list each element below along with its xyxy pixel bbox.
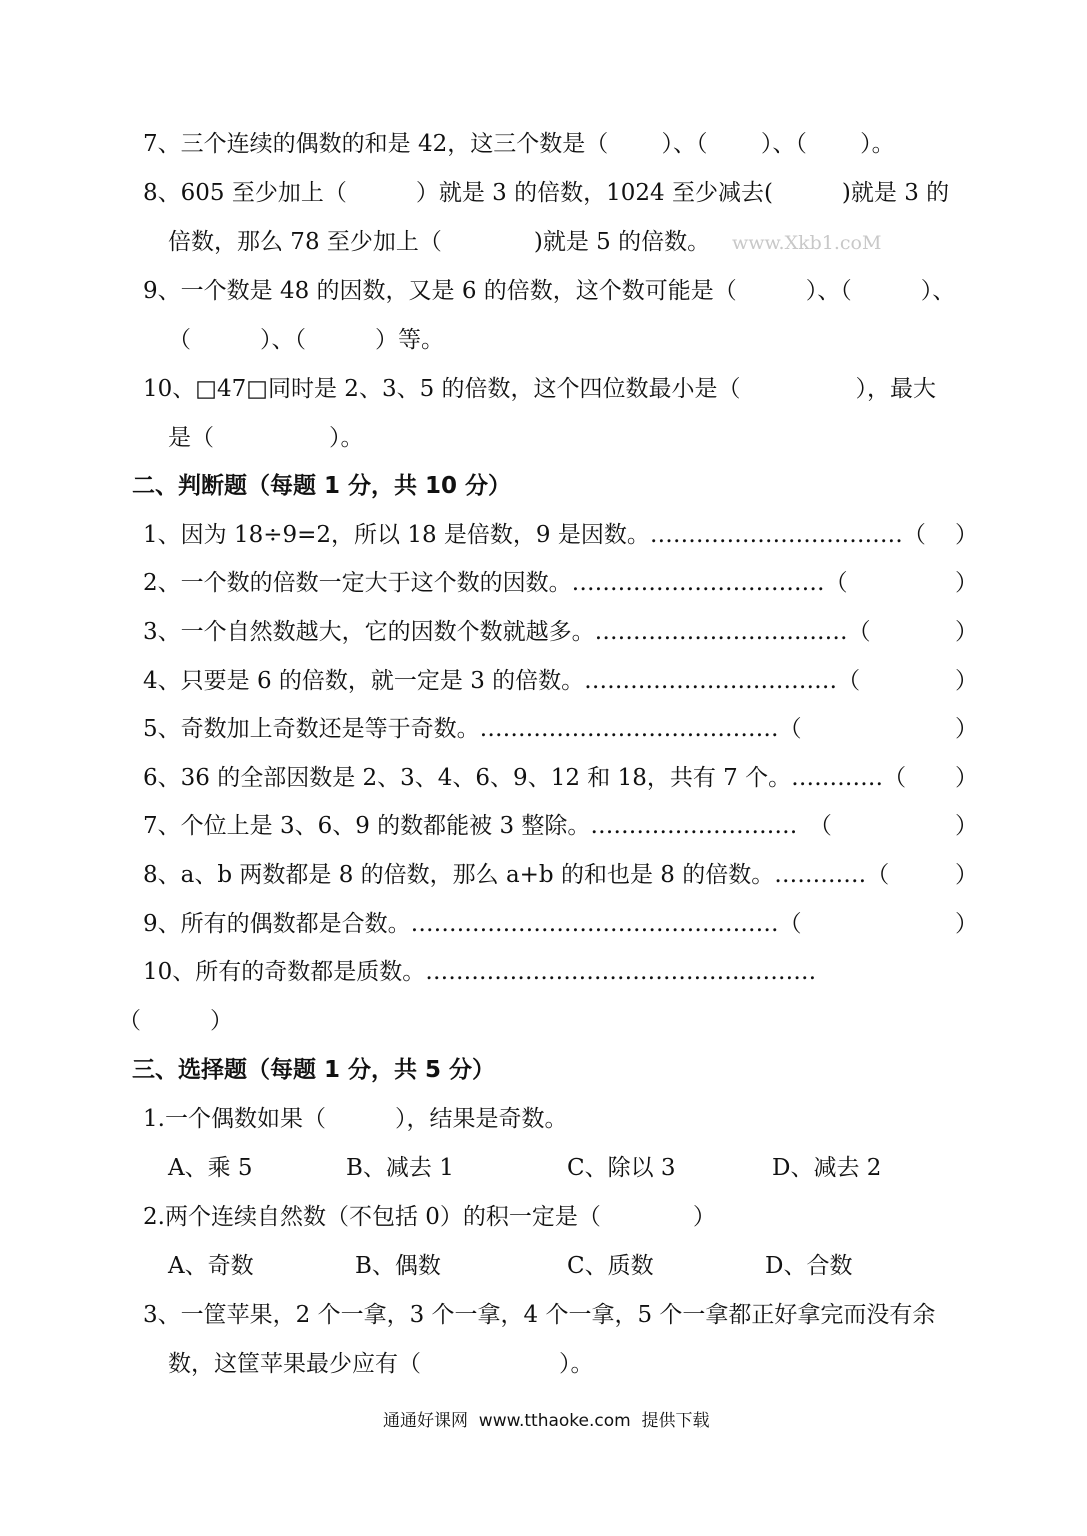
judge-item-4-paren: ） <box>955 668 978 694</box>
judge-item-3-paren: ） <box>955 619 978 645</box>
judge-item-1: 1、因为 18÷9=2，所以 18 是倍数，9 是因数。……………………………（ <box>143 522 926 548</box>
question-10-line-2: 是（ ）。 <box>168 425 364 451</box>
choice-q1-option-d: D、减去 2 <box>772 1155 882 1181</box>
choice-q1-option-c: C、除以 3 <box>567 1155 676 1181</box>
judge-item-7-paren: ） <box>955 813 978 839</box>
section-judge-heading: 二、判断题（每题 1 分，共 10 分） <box>132 473 512 499</box>
judge-item-6-paren: ） <box>955 765 978 791</box>
judge-item-7: 7、个位上是 3、6、9 的数都能被 3 整除。……………………… （ <box>143 813 832 839</box>
question-10-line-1: 10、□47□同时是 2、3、5 的倍数，这个四位数最小是（ ），最大 <box>143 376 937 402</box>
judge-item-9: 9、所有的偶数都是合数。…………………………………………（ <box>143 911 802 937</box>
choice-q1-option-b: B、减去 1 <box>346 1155 454 1181</box>
choice-question-3-line-2: 数，这筐苹果最少应有（ ）。 <box>168 1351 594 1377</box>
judge-item-4: 4、只要是 6 的倍数，就一定是 3 的倍数。……………………………（ <box>143 668 861 694</box>
judge-item-8: 8、a、b 两数都是 8 的倍数，那么 a+b 的和也是 8 的倍数。…………（ <box>143 862 890 888</box>
question-9-line-2: （ ）、（ ）等。 <box>168 327 444 353</box>
question-9-line-1: 9、一个数是 48 的因数，又是 6 的倍数，这个数可能是（ ）、（ ）、 <box>143 278 956 304</box>
choice-q2-option-a: A、奇数 <box>168 1253 254 1279</box>
judge-item-10: 10、所有的奇数都是质数。…………………………………………… <box>143 959 817 985</box>
choice-question-2: 2.两个连续自然数（不包括 0）的积一定是（ ） <box>143 1204 716 1230</box>
judge-item-10-paren: （ ） <box>118 1008 233 1034</box>
choice-q2-option-c: C、质数 <box>567 1253 654 1279</box>
judge-item-1-paren: ） <box>955 522 978 548</box>
choice-question-1: 1.一个偶数如果（ ），结果是奇数。 <box>143 1106 568 1132</box>
judge-item-8-paren: ） <box>955 862 978 888</box>
judge-item-6: 6、36 的全部因数是 2、3、4、6、9、12 和 18，共有 7 个。…………（ <box>143 765 907 791</box>
judge-item-5: 5、奇数加上奇数还是等于奇数。…………………………………（ <box>143 716 802 742</box>
page-footer: 通通好课网 www.tthaoke.com 提供下载 <box>383 1411 710 1431</box>
choice-q2-option-b: B、偶数 <box>355 1253 441 1279</box>
choice-q1-option-a: A、乘 5 <box>168 1155 253 1181</box>
judge-item-9-paren: ） <box>955 911 978 937</box>
question-8-line-2: 倍数，那么 78 至少加上（ )就是 5 的倍数。 <box>168 229 711 255</box>
question-7: 7、三个连续的偶数的和是 42，这三个数是（ ）、（ ）、（ ）。 <box>143 131 895 157</box>
choice-question-3-line-1: 3、一筐苹果，2 个一拿，3 个一拿，4 个一拿，5 个一拿都正好拿完而没有余 <box>143 1302 936 1328</box>
judge-item-5-paren: ） <box>955 716 978 742</box>
judge-item-2-paren: ） <box>955 570 978 596</box>
question-8-line-1: 8、605 至少加上（ ）就是 3 的倍数，1024 至少减去( )就是 3 的 <box>143 180 950 206</box>
judge-item-3: 3、一个自然数越大，它的因数个数就越多。……………………………（ <box>143 619 871 645</box>
section-choice-heading: 三、选择题（每题 1 分，共 5 分） <box>132 1057 496 1083</box>
choice-q2-option-d: D、合数 <box>765 1253 853 1279</box>
judge-item-2: 2、一个数的倍数一定大于这个数的因数。……………………………（ <box>143 570 848 596</box>
watermark-text: www.Xkb1.coM <box>732 232 882 254</box>
